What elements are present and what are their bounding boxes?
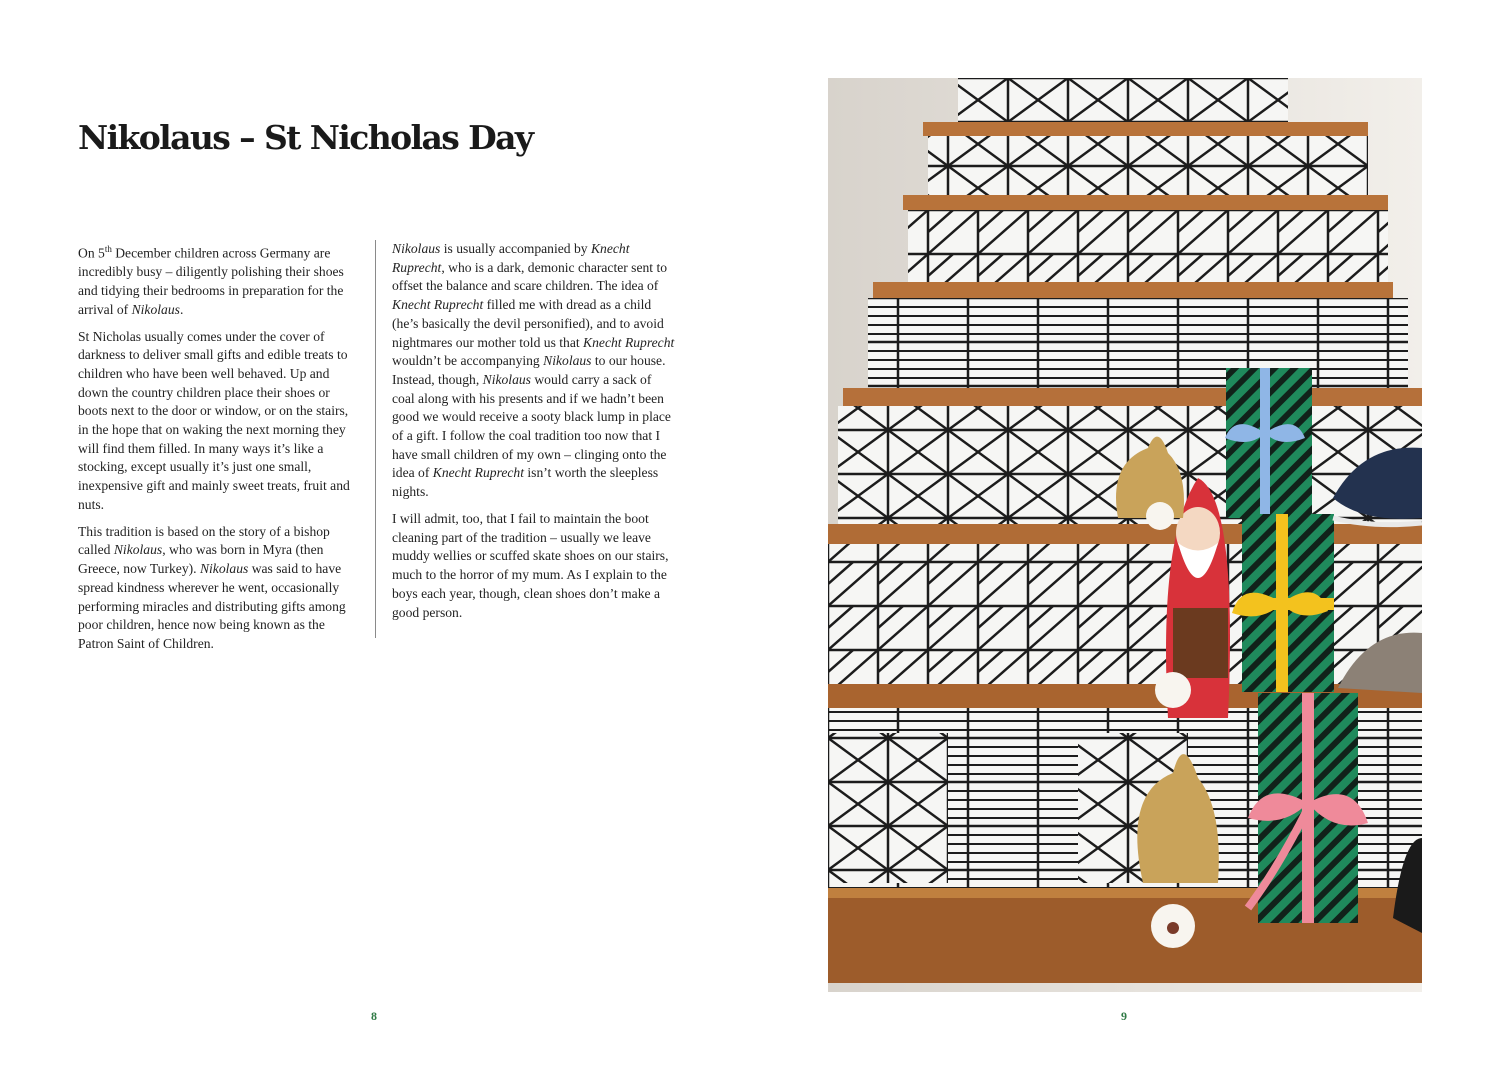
stairs-photo — [828, 78, 1422, 992]
right-page — [750, 0, 1500, 1071]
paragraph: This tradition is based on the story of a bishop called Nikolaus, who was born in Myra (then Greece, now Turkey). Nikolaus was said to have spread kindness wherever he went, occasionally performing miracles and distributing gifts among poor children, hence now being known as the Patron Saint of Children. — [78, 523, 346, 651]
paragraph: On 5th December children across Germany are incredibly busy – diligently polishing their shoes and tidying their bedrooms in preparation for the arrival of Nikolaus. — [78, 244, 344, 317]
paragraph: St Nicholas usually comes under the cover of darkness to deliver small gifts and edible treats to children who have been well behaved. Up and down the country children place their shoes or boots next to the door or window, or on the stairs, in the hope that on waking the next morning they will find them filled. In many ways it’s like a stocking, except usually it’s just one small, inexpensive gift and mainly sweet treats, fruit and nuts. — [78, 328, 350, 512]
paragraph: I will admit, too, that I fail to maintain the boot cleaning part of the tradition – usually we leave muddy wellies or scuffed skate shoes on our stairs, much to the horror of my mum. As I explain to the boys each year, though, clean shoes don’t make a good person. — [392, 511, 669, 620]
page-title: Nikolaus – St Nicholas Day — [78, 118, 533, 157]
text-column-1 — [78, 240, 360, 662]
stairs-illustration — [828, 78, 1422, 992]
page-number: 9 — [1121, 1009, 1127, 1023]
paragraph: Nikolaus is usually accompanied by Knecht Ruprecht, who is a dark, demonic character sent to offset the balance and scare children. The idea of Knecht Ruprecht filled me with dread as a child (he’s basically the devil personified), and to avoid nightmares our mother told us that Knecht Ruprecht wouldn’t be accompanying Nikolaus to our house. Instead, though, Nikolaus would carry a sack of coal along with his presents and if we hadn’t been good we would receive a sooty black lump in place of a gift. I follow the coal tradition too now that I have small children of my own – clinging onto the idea of Knecht Ruprecht isn’t worth the sleepless nights. — [392, 241, 675, 500]
page-number: 8 — [371, 1009, 377, 1023]
text-column-2 — [392, 240, 677, 630]
column-divider — [375, 240, 376, 638]
